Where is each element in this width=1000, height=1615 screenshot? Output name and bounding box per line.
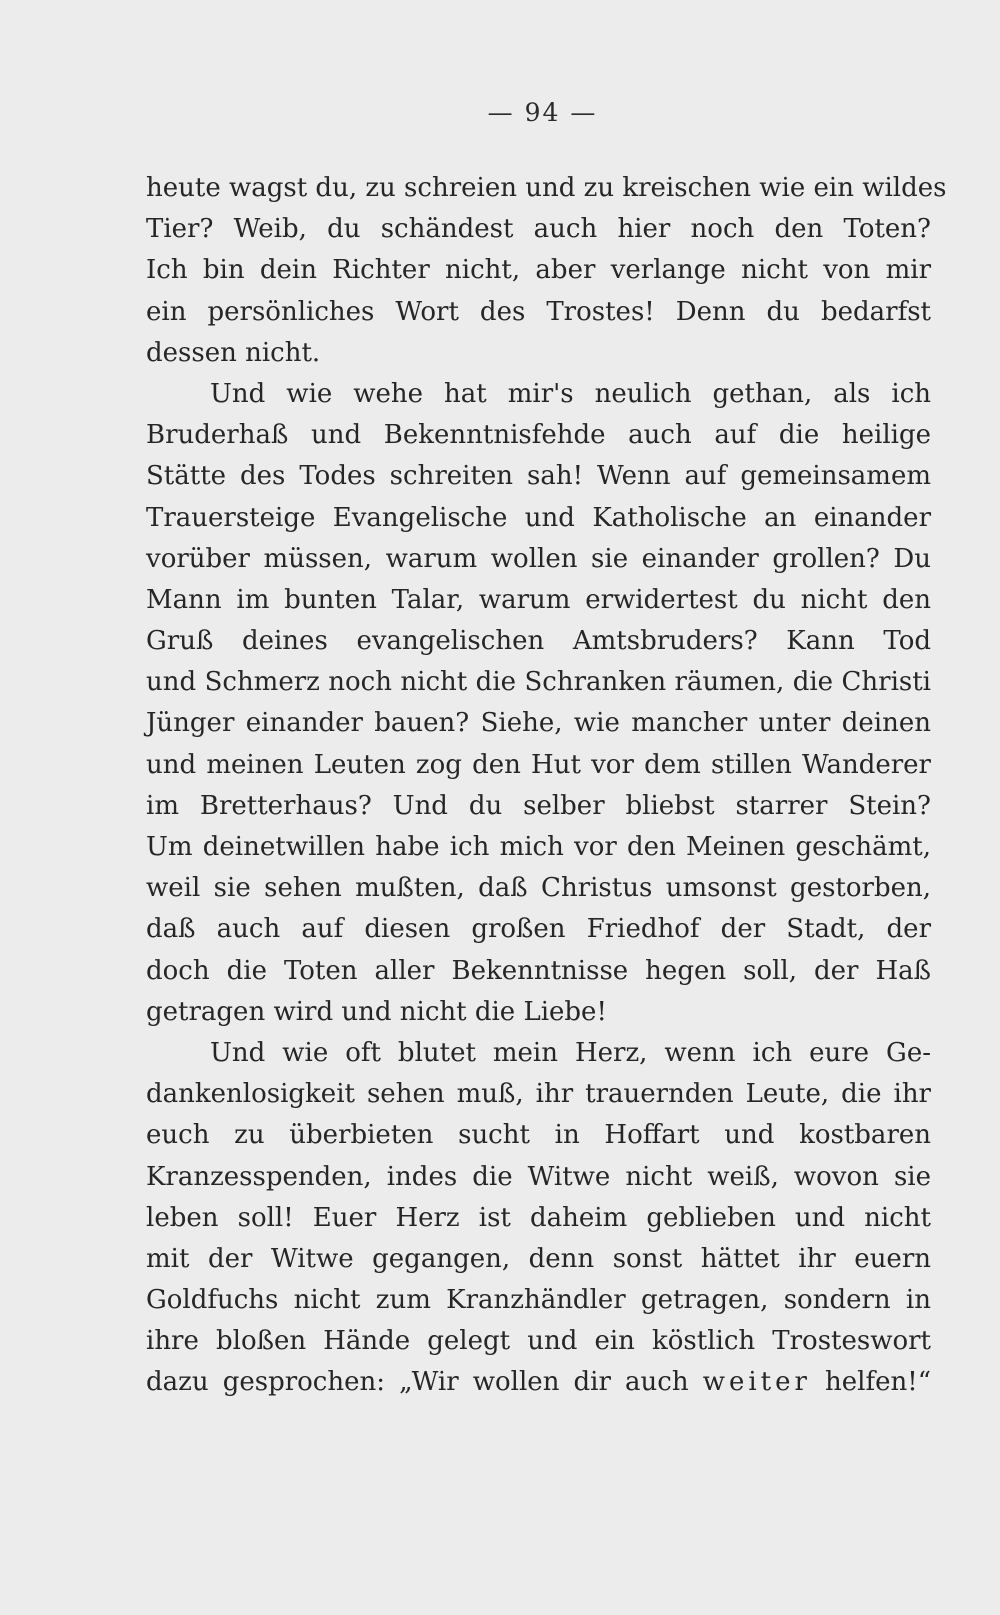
text-line: mit der Witwe gegangen, denn sonst hättet ihr euern — [146, 1243, 931, 1274]
text-line: Stätte des Todes schreiten sah! Wenn auf gemeinsamem — [146, 461, 931, 492]
text-line: heute wagst du, zu schreien und zu kreischen wie ein wildes — [146, 173, 947, 203]
text-line: ihre bloßen Hände gelegt und ein köstlich Trosteswort — [146, 1326, 931, 1357]
text-line: und Schmerz noch nicht die Schranken räumen, die Christi — [146, 667, 931, 698]
text-line: ein persönliches Wort des Trostes! Denn du bedarfst — [146, 296, 931, 327]
text-line: Kranzesspenden, indes die Witwe nicht weiß, wovon sie — [146, 1161, 931, 1192]
spaced-word: weiter — [702, 1367, 811, 1398]
paragraph-start-line: Und wie oft blutet mein Herz, wenn ich eure Ge- — [210, 1037, 931, 1068]
text-line: Trauersteige Evangelische und Katholische an einander — [146, 502, 931, 533]
text-line: leben soll! Euer Herz ist daheim geblieben und nicht — [146, 1202, 931, 1233]
text-line: im Bretterhaus? Und du selber bliebst starrer Stein? — [146, 790, 931, 821]
text-line: und meinen Leuten zog den Hut vor dem stillen Wanderer — [146, 749, 931, 780]
text-line: Ich bin dein Richter nicht, aber verlange nicht von mir — [146, 255, 931, 286]
paragraph-start-line: Und wie wehe hat mir's neulich gethan, als ich — [210, 378, 931, 409]
text-line: daß auch auf diesen großen Friedhof der Stadt, der — [146, 914, 931, 945]
text-line: Tier? Weib, du schändest auch hier noch den Toten? — [146, 214, 931, 245]
text-line: dessen nicht. — [146, 337, 321, 368]
final-text-line — [146, 1362, 931, 1403]
text-line: Jünger einander bauen? Siehe, wie mancher unter deinen — [146, 708, 931, 739]
text-line: Goldfuchs nicht zum Kranzhändler getragen, sondern in — [146, 1285, 931, 1316]
final-line-end: helfen!“ — [810, 1367, 931, 1398]
page-number: — 94 — — [487, 98, 598, 127]
text-line: euch zu überbieten sucht in Hoffart und kostbaren — [146, 1120, 931, 1151]
text-line: Bruderhaß und Bekenntnisfehde auch auf die heilige — [146, 420, 931, 451]
text-line: Gruß deines evangelischen Amtsbruders? Kann Tod — [146, 626, 931, 657]
body-text — [146, 168, 947, 1404]
text-line: vorüber müssen, warum wollen sie einander grollen? Du — [146, 543, 931, 574]
text-line: weil sie sehen mußten, daß Christus umsonst gestorben, — [146, 873, 931, 904]
final-line-start: dazu gesprochen: „Wir wollen dir auch — [146, 1367, 703, 1398]
text-line: dankenlosigkeit sehen muß, ihr trauernden Leute, die ihr — [146, 1079, 931, 1110]
text-line: getragen wird und nicht die Liebe! — [146, 996, 607, 1027]
text-line: Um deinetwillen habe ich mich vor den Meinen geschämt, — [146, 832, 931, 862]
text-line: Mann im bunten Talar, warum erwidertest du nicht den — [146, 584, 931, 615]
text-line: doch die Toten aller Bekenntnisse hegen soll, der Haß — [146, 955, 931, 986]
